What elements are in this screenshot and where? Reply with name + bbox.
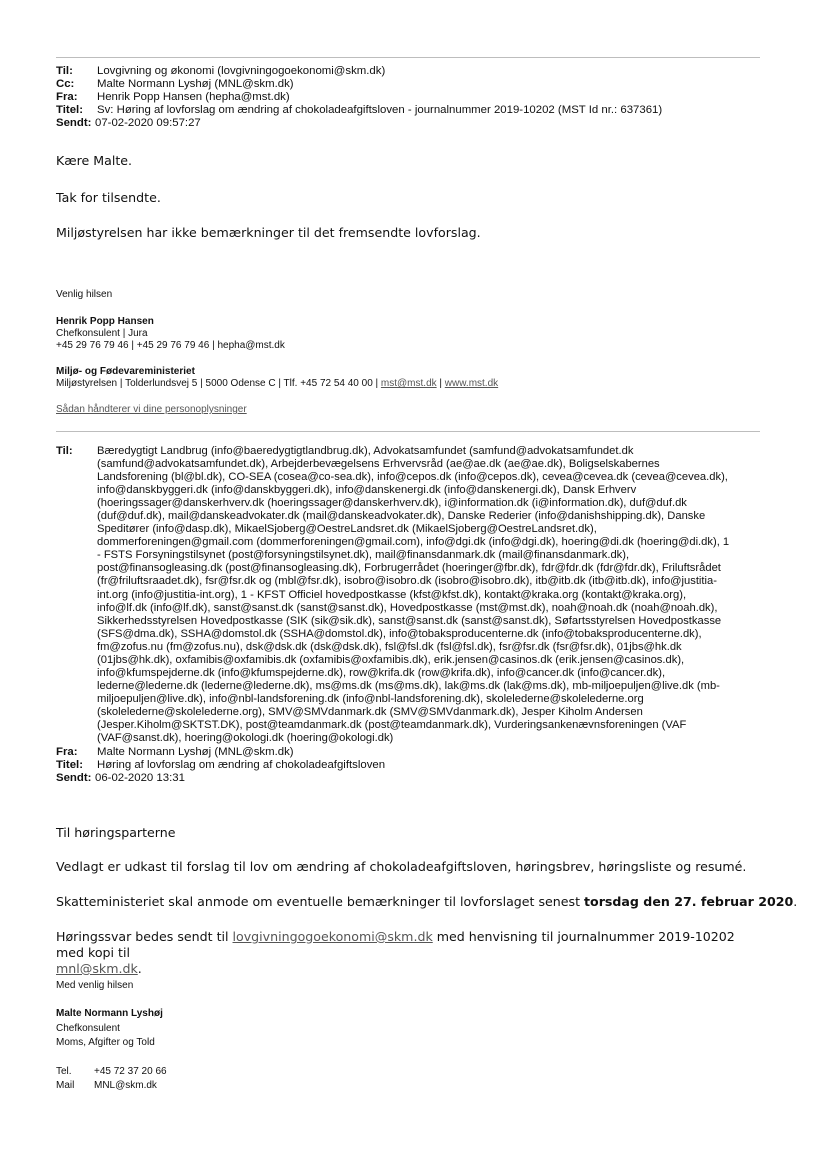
reply-line2: Miljøstyrelsen har ikke bemærkninger til det fremsendte lovforslag. xyxy=(56,225,481,240)
reply-line1: Tak for tilsendte. xyxy=(56,190,161,205)
to-value: Lovgivning og økonomi (lovgivningogoekonomi@skm.dk) xyxy=(97,65,386,77)
sig2-closing: Med venlig hilsen xyxy=(56,980,134,991)
sig2-mail-row xyxy=(56,1080,157,1092)
subject-value: Sv: Høring af lovforslag om ændring af chokoladeafgiftsloven - journalnummer 2019-10202 (MST Id nr.: 637361) xyxy=(97,104,663,116)
sig1-phones xyxy=(56,340,285,352)
sent-row xyxy=(56,117,662,130)
original-from-row xyxy=(56,746,385,759)
sig2-tel-row xyxy=(56,1066,167,1078)
recipient-line: (VAF@sanst.dk), hoering@okologi.dk (hoering@okologi.dk) xyxy=(97,732,394,745)
original-para1: Vedlagt er udkast til forslag til lov om ændring af chokoladeafgiftsloven, høringsbrev, høringsliste og resumé. xyxy=(56,859,747,874)
recipient-line: (duf@duf.dk), mail@danskeadvokater.dk (mail@danskeadvokater.dk), Danske Rederier (info@danishshipping.dk), Danske xyxy=(97,510,706,523)
sig2-mail-label: Mail xyxy=(56,1080,75,1091)
cc-row xyxy=(56,78,662,91)
original-from-value: Malte Normann Lyshøj (MNL@skm.dk) xyxy=(97,746,294,758)
original-to-block xyxy=(56,445,756,745)
sig1-address-sep: | xyxy=(436,378,445,389)
privacy-link[interactable]: Sådan håndterer vi dine personoplysninger xyxy=(56,404,247,415)
sig2-title: Chefkonsulent xyxy=(56,1023,120,1034)
sig1-ministry: Miljø- og Fødevareministeriet xyxy=(56,366,195,377)
para3-text: Høringssvar bedes sendt til xyxy=(56,929,233,944)
recipient-line: Landsforening (bl@bl.dk), CO-SEA (cosea@co-sea.dk), info@cepos.dk (info@cepos.dk), cevea@cevea.dk (cevea@cevea.dk), xyxy=(97,471,728,484)
sig2-dept: Moms, Afgifter og Told xyxy=(56,1037,155,1048)
to-label: Til: xyxy=(56,65,73,77)
sig1-address-email-link[interactable]: mst@mst.dk xyxy=(380,378,437,389)
original-header xyxy=(56,746,385,785)
sig1-phones-text: +45 29 76 79 46 | +45 29 76 79 46 | xyxy=(56,340,218,351)
cc-value: Malte Normann Lyshøj (MNL@skm.dk) xyxy=(97,78,294,90)
original-from-label: Fra: xyxy=(56,746,78,758)
original-subject-label: Titel: xyxy=(56,759,84,771)
sent-label: Sendt: xyxy=(56,117,92,129)
recipient-line: (SFS@dma.dk), SSHA@domstol.dk (SSHA@domstol.dk), info@tobaksproducenterne.dk (info@tobaksproducenterne.dk), xyxy=(97,627,702,640)
original-subject-row xyxy=(56,759,385,772)
to-row xyxy=(56,65,662,78)
recipient-line: (fr@friluftsraadet.dk), fsr@fsr.dk og (mbl@fsr.dk), isobro@isobro.dk (isobro@isobro.dk), itb@itb.dk (itb@itb.dk), info@justitia- xyxy=(97,575,717,588)
deadline-date: torsdag den 27. februar 2020 xyxy=(584,894,794,909)
original-sent-label: Sendt: xyxy=(56,772,92,784)
recipient-line: lederne@lederne.dk (lederne@lederne.dk), ms@ms.dk (ms@ms.dk), lak@ms.dk (lak@ms.dk), mb-miljoepuljen@live.dk (mb- xyxy=(97,679,720,692)
recipient-line: info@kfumspejderne.dk (info@kfumspejderne.dk), row@krifa.dk (row@krifa.dk), info@cancer.dk (info@cancer.dk), xyxy=(97,666,666,679)
para3-email-link[interactable]: lovgivningogoekonomi@skm.dk xyxy=(232,929,433,944)
recipient-line: Bæredygtigt Landbrug (info@baeredygtigtlandbrug.dk), Advokatsamfundet (samfund@advokatsamfundet.dk xyxy=(97,445,634,457)
recipient-line: (samfund@advokatsamfundet.dk), Arbejderbevægelsens Erhvervsråd (ae@ae.dk (ae@ae.dk), Boligselskabernes xyxy=(97,458,660,471)
sig2-tel-value: +45 72 37 20 66 xyxy=(94,1066,167,1077)
subject-row xyxy=(56,104,662,117)
original-para2 xyxy=(56,894,797,909)
sig1-address xyxy=(56,378,498,390)
recipient-line: (Jesper.Kiholm@SKTST.DK), post@teamdanmark.dk (post@teamdanmark.dk), Vurderingsankenævnsforeningen (VAF xyxy=(97,718,687,731)
original-sent-row xyxy=(56,772,385,785)
recipient-line: (skolelederne@skolelederne.org), SMV@SMVdanmark.dk (SMV@SMVdanmark.dk), Jesper Kiholm Andersen xyxy=(97,705,643,718)
recipient-line: info@danskbyggeri.dk (info@danskbyggeri.dk), info@danskenergi.dk (info@danskenergi.dk), Dansk Erhverv xyxy=(97,484,637,497)
top-divider xyxy=(56,57,760,58)
recipient-line: dommerforeningen@gmail.com (dommerforeningen@gmail.com), info@dgi.dk (info@dgi.dk), hoering@di.dk (hoering@di.dk), 1 xyxy=(97,536,730,549)
recipient-line: - FSTS Forsyningstilsynet (post@forsyningstilsynet.dk), mail@finansdanmark.dk (mail@finansdanmark.dk), xyxy=(97,549,630,562)
from-label: Fra: xyxy=(56,91,78,103)
original-subject-value: Høring af lovforslag om ændring af chokoladeafgiftsloven xyxy=(97,759,386,771)
recipient-line: post@finansogleasing.dk (post@finansogleasing.dk), Forbrugerrådet (hoeringer@fbr.dk), fdr@fdr.dk (fdr@fdr.dk), Friluftsrådet xyxy=(97,562,721,575)
from-row xyxy=(56,91,662,104)
original-sent-value: 06-02-2020 13:31 xyxy=(95,772,185,784)
recipient-line: (01jbs@hk.dk), oxfamibis@oxfamibis.dk (oxfamibis@oxfamibis.dk), erik.jensen@casinos.dk (erik.jensen@casinos.dk), xyxy=(97,653,685,666)
recipient-line: int.org (info@justitia-int.org), 1 - KFST Officiel hovedpostkasse (kfst@kfst.dk), kontakt@kraka.org (kontakt@kraka.org), xyxy=(97,588,687,601)
sig1-name: Henrik Popp Hansen xyxy=(56,316,154,327)
para3-cc-link[interactable]: mnl@skm.dk xyxy=(56,961,138,976)
para2-text: Skatteministeriet skal anmode om eventuelle bemærkninger til lovforslaget senest xyxy=(56,894,585,909)
sig1-closing: Venlig hilsen xyxy=(56,289,113,300)
sig1-address-web-link[interactable]: www.mst.dk xyxy=(444,378,499,389)
sig1-title: Chefkonsulent | Jura xyxy=(56,328,148,339)
sig2-name: Malte Normann Lyshøj xyxy=(56,1008,163,1019)
reply-header xyxy=(56,65,662,130)
reply-greeting: Kære Malte. xyxy=(56,153,133,168)
recipient-line: miljoepuljen@live.dk), info@nbl-landsforening.dk (info@nbl-landsforening.dk), skolelederne@skolelederne.org xyxy=(97,692,644,705)
recipient-line: info@lf.dk (info@lf.dk), sanst@sanst.dk (sanst@sanst.dk), Hovedpostkasse (mst@mst.dk), noah@noah.dk (noah@noah.dk), xyxy=(97,601,718,614)
sig2-mail-value[interactable]: MNL@skm.dk xyxy=(94,1080,157,1091)
original-to-label: Til: xyxy=(56,445,73,457)
subject-label: Titel: xyxy=(56,104,84,116)
recipient-line: fm@zofus.nu (fm@zofus.nu), dsk@dsk.dk (dsk@dsk.dk), fsl@fsl.dk (fsl@fsl.dk), fsr@fsr.dk (fsr@fsr.dk), 01jbs@hk.dk xyxy=(97,640,682,653)
para2-end: . xyxy=(793,894,798,909)
middle-divider xyxy=(56,431,760,432)
recipient-line: Sikkerhedsstyrelsen Hovedpostkasse (SIK (sik@sik.dk), sanst@sanst.dk (sanst@sanst.dk), Søfartsstyrelsen Hovedpostkasse xyxy=(97,614,722,627)
sig1-address-text: Miljøstyrelsen | Tolderlundsvej 5 | 5000 Odense C | Tlf. +45 72 54 40 00 | xyxy=(56,378,381,389)
from-value: Henrik Popp Hansen (hepha@mst.dk) xyxy=(97,91,290,103)
original-to-list xyxy=(97,445,756,745)
original-salutation: Til høringsparterne xyxy=(56,825,176,840)
recipient-line: (hoeringssager@danskerhverv.dk (hoeringssager@danskerhverv.dk), i@information.dk (i@information.dk), duf@duf.dk xyxy=(97,497,687,510)
para3-end: . xyxy=(137,961,142,976)
original-para3 xyxy=(56,929,766,977)
cc-label: Cc: xyxy=(56,78,75,90)
sent-value: 07-02-2020 09:57:27 xyxy=(95,117,201,129)
sig1-email[interactable]: hepha@mst.dk xyxy=(217,340,285,351)
para3-mid: med henvisning til journalnummer 2019-10202 med kopi til xyxy=(56,929,735,960)
sig2-tel-label: Tel. xyxy=(56,1066,72,1077)
recipient-line: Speditører (info@dasp.dk), MikaelSjoberg@OestreLandsret.dk (MikaelSjoberg@OestreLandsret.dk), xyxy=(97,523,597,536)
